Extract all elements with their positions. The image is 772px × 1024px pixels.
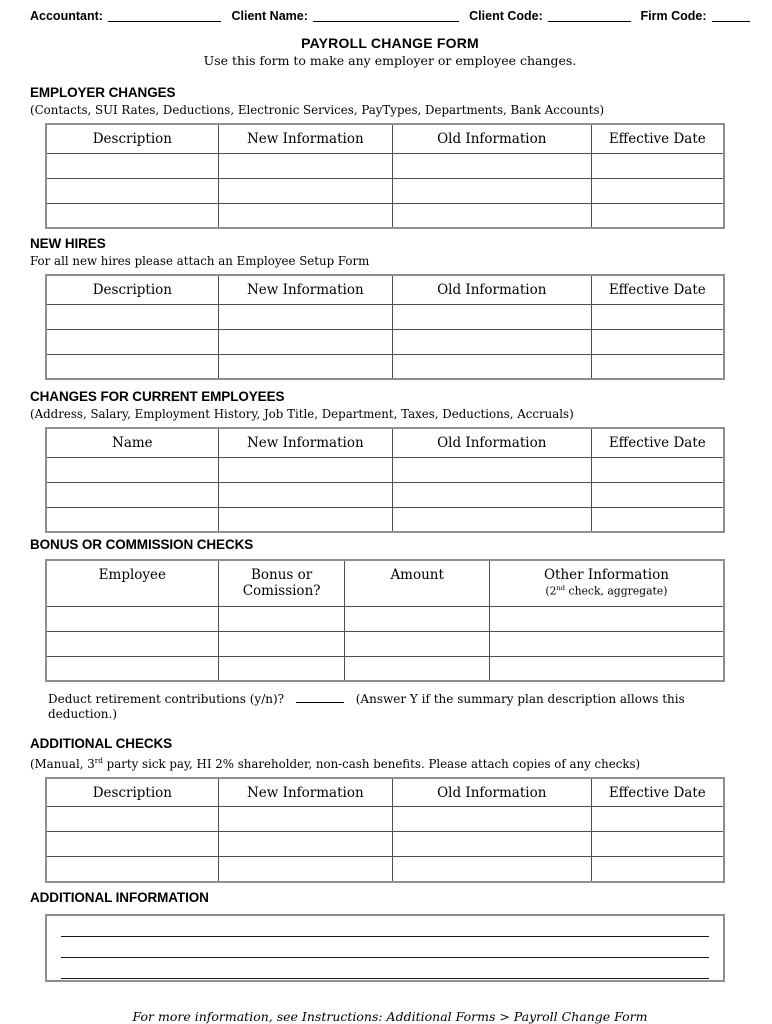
table-row <box>46 354 724 379</box>
table-row <box>46 807 724 832</box>
column-header-other-information <box>489 560 724 606</box>
empty-cell[interactable] <box>46 606 218 631</box>
empty-cell[interactable] <box>591 857 724 882</box>
empty-cell[interactable] <box>46 354 218 379</box>
empty-cell[interactable] <box>46 857 218 882</box>
client-code-field-line[interactable] <box>548 8 631 22</box>
table-row <box>46 631 724 656</box>
empty-cell[interactable] <box>591 304 724 329</box>
section-heading-new-hires: NEW HIRES <box>30 236 106 251</box>
table-row <box>46 304 724 329</box>
empty-cell[interactable] <box>591 482 724 507</box>
table-header-row <box>46 560 724 606</box>
section-note-current-employees: (Address, Salary, Employment History, Job Title, Department, Taxes, Deductions, Accruals) <box>30 407 574 421</box>
empty-cell[interactable] <box>591 203 724 228</box>
empty-cell[interactable] <box>46 807 218 832</box>
column-header-effective-date: Effective Date <box>591 428 724 457</box>
section-heading-bonus-commission: BONUS OR COMMISSION CHECKS <box>30 537 254 552</box>
empty-cell[interactable] <box>46 656 218 681</box>
client-code-label: Client Code: <box>469 9 543 23</box>
client-name-label: Client Name: <box>231 9 308 23</box>
column-header-description: Description <box>46 275 218 304</box>
empty-cell[interactable] <box>591 457 724 482</box>
empty-cell[interactable] <box>218 857 392 882</box>
empty-cell[interactable] <box>218 203 392 228</box>
section-heading-current-employees: CHANGES FOR CURRENT EMPLOYEES <box>30 389 285 404</box>
empty-cell[interactable] <box>392 507 591 532</box>
empty-cell[interactable] <box>218 178 392 203</box>
empty-cell[interactable] <box>46 329 218 354</box>
empty-cell[interactable] <box>46 304 218 329</box>
empty-cell[interactable] <box>392 178 591 203</box>
empty-cell[interactable] <box>392 153 591 178</box>
empty-cell[interactable] <box>392 482 591 507</box>
empty-cell[interactable] <box>218 631 345 656</box>
table-row <box>46 178 724 203</box>
empty-cell[interactable] <box>392 832 591 857</box>
table-row <box>46 507 724 532</box>
empty-cell[interactable] <box>591 832 724 857</box>
form-subtitle: Use this form to make any employer or employee changes. <box>203 53 577 68</box>
column-header-old-information: Old Information <box>392 778 591 807</box>
column-header-name: Name <box>46 428 218 457</box>
column-header-effective-date: Effective Date <box>591 778 724 807</box>
section-note-additional-checks: (Manual, 3rd party sick pay, HI 2% shareholder, non-cash benefits. Please attach copies of any checks) <box>30 756 641 771</box>
column-header-new-information: New Information <box>218 428 392 457</box>
section-heading-employer-changes: EMPLOYER CHANGES <box>30 85 176 100</box>
empty-cell[interactable] <box>392 354 591 379</box>
current-employees-table <box>45 427 725 533</box>
empty-cell[interactable] <box>218 354 392 379</box>
employer-changes-table <box>45 123 725 229</box>
table-row <box>46 203 724 228</box>
table-row <box>46 153 724 178</box>
additional-information-box <box>45 914 725 982</box>
column-header-description: Description <box>46 778 218 807</box>
section-heading-additional-checks: ADDITIONAL CHECKS <box>30 736 173 751</box>
empty-cell[interactable] <box>46 482 218 507</box>
empty-cell[interactable] <box>218 482 392 507</box>
accountant-field-line[interactable] <box>108 8 222 22</box>
write-line[interactable] <box>61 916 709 937</box>
deduct-retirement-answer-line[interactable] <box>296 691 344 703</box>
empty-cell[interactable] <box>46 457 218 482</box>
empty-cell[interactable] <box>591 153 724 178</box>
write-line[interactable] <box>61 958 709 979</box>
empty-cell[interactable] <box>46 631 218 656</box>
section-note-new-hires: For all new hires please attach an Employee Setup Form <box>30 254 370 268</box>
table-row <box>46 482 724 507</box>
table-row <box>46 656 724 681</box>
empty-cell[interactable] <box>489 656 724 681</box>
section-heading-additional-information: ADDITIONAL INFORMATION <box>30 889 209 905</box>
empty-cell[interactable] <box>218 606 345 631</box>
empty-cell[interactable] <box>591 178 724 203</box>
table-row <box>46 457 724 482</box>
empty-cell[interactable] <box>591 354 724 379</box>
table-row <box>46 329 724 354</box>
column-header-old-information: Old Information <box>392 275 591 304</box>
empty-cell[interactable] <box>218 832 392 857</box>
empty-cell[interactable] <box>218 304 392 329</box>
write-line[interactable] <box>61 937 709 958</box>
footer-instructions-note: For more information, see Instructions: Additional Forms > Payroll Change Form <box>132 1008 648 1024</box>
column-header-bonus-or-commission: Bonus or Comission? <box>218 560 345 606</box>
empty-cell[interactable] <box>218 507 392 532</box>
column-header-effective-date: Effective Date <box>591 124 724 153</box>
empty-cell[interactable] <box>218 329 392 354</box>
empty-cell[interactable] <box>345 656 489 681</box>
empty-cell[interactable] <box>218 457 392 482</box>
table-header-row <box>46 428 724 457</box>
column-header-new-information: New Information <box>218 778 392 807</box>
empty-cell[interactable] <box>46 153 218 178</box>
other-information-subnote: (2nd check, aggregate) <box>545 584 668 598</box>
form-title: PAYROLL CHANGE FORM <box>301 35 479 51</box>
empty-cell[interactable] <box>392 203 591 228</box>
empty-cell[interactable] <box>218 153 392 178</box>
table-row <box>46 606 724 631</box>
empty-cell[interactable] <box>345 631 489 656</box>
column-header-description: Description <box>46 124 218 153</box>
deduct-retirement-line <box>48 691 750 722</box>
empty-cell[interactable] <box>46 832 218 857</box>
empty-cell[interactable] <box>392 304 591 329</box>
firm-code-field-line[interactable] <box>712 8 751 22</box>
empty-cell[interactable] <box>489 606 724 631</box>
empty-cell[interactable] <box>46 507 218 532</box>
empty-cell[interactable] <box>46 178 218 203</box>
table-header-row <box>46 124 724 153</box>
other-information-label: Other Information <box>543 567 669 583</box>
empty-cell[interactable] <box>46 203 218 228</box>
table-row <box>46 832 724 857</box>
empty-cell[interactable] <box>591 507 724 532</box>
empty-cell[interactable] <box>392 807 591 832</box>
empty-cell[interactable] <box>591 807 724 832</box>
column-header-new-information: New Information <box>218 124 392 153</box>
table-header-row <box>46 275 724 304</box>
client-name-field-line[interactable] <box>313 8 459 22</box>
empty-cell[interactable] <box>392 457 591 482</box>
section-note-employer-changes: (Contacts, SUI Rates, Deductions, Electronic Services, PayTypes, Departments, Bank Accounts) <box>30 103 605 117</box>
empty-cell[interactable] <box>392 857 591 882</box>
column-header-effective-date: Effective Date <box>591 275 724 304</box>
empty-cell[interactable] <box>218 656 345 681</box>
table-header-row <box>46 778 724 807</box>
column-header-old-information: Old Information <box>392 124 591 153</box>
header-fields-row <box>30 8 750 23</box>
bonus-commission-table <box>45 559 725 682</box>
additional-checks-table <box>45 777 725 883</box>
firm-code-label: Firm Code: <box>640 9 707 23</box>
column-header-new-information: New Information <box>218 275 392 304</box>
column-header-amount: Amount <box>345 560 489 606</box>
deduct-retirement-question: Deduct retirement contributions (y/n)? <box>48 692 285 706</box>
table-row <box>46 857 724 882</box>
empty-cell[interactable] <box>345 606 489 631</box>
empty-cell[interactable] <box>392 329 591 354</box>
empty-cell[interactable] <box>489 631 724 656</box>
empty-cell[interactable] <box>218 807 392 832</box>
column-header-old-information: Old Information <box>392 428 591 457</box>
deduct-retirement-hint: (Answer Y if the summary plan description allows this deduction.) <box>48 692 685 721</box>
empty-cell[interactable] <box>591 329 724 354</box>
column-header-employee: Employee <box>46 560 218 606</box>
new-hires-table <box>45 274 725 380</box>
accountant-label: Accountant: <box>30 9 103 23</box>
